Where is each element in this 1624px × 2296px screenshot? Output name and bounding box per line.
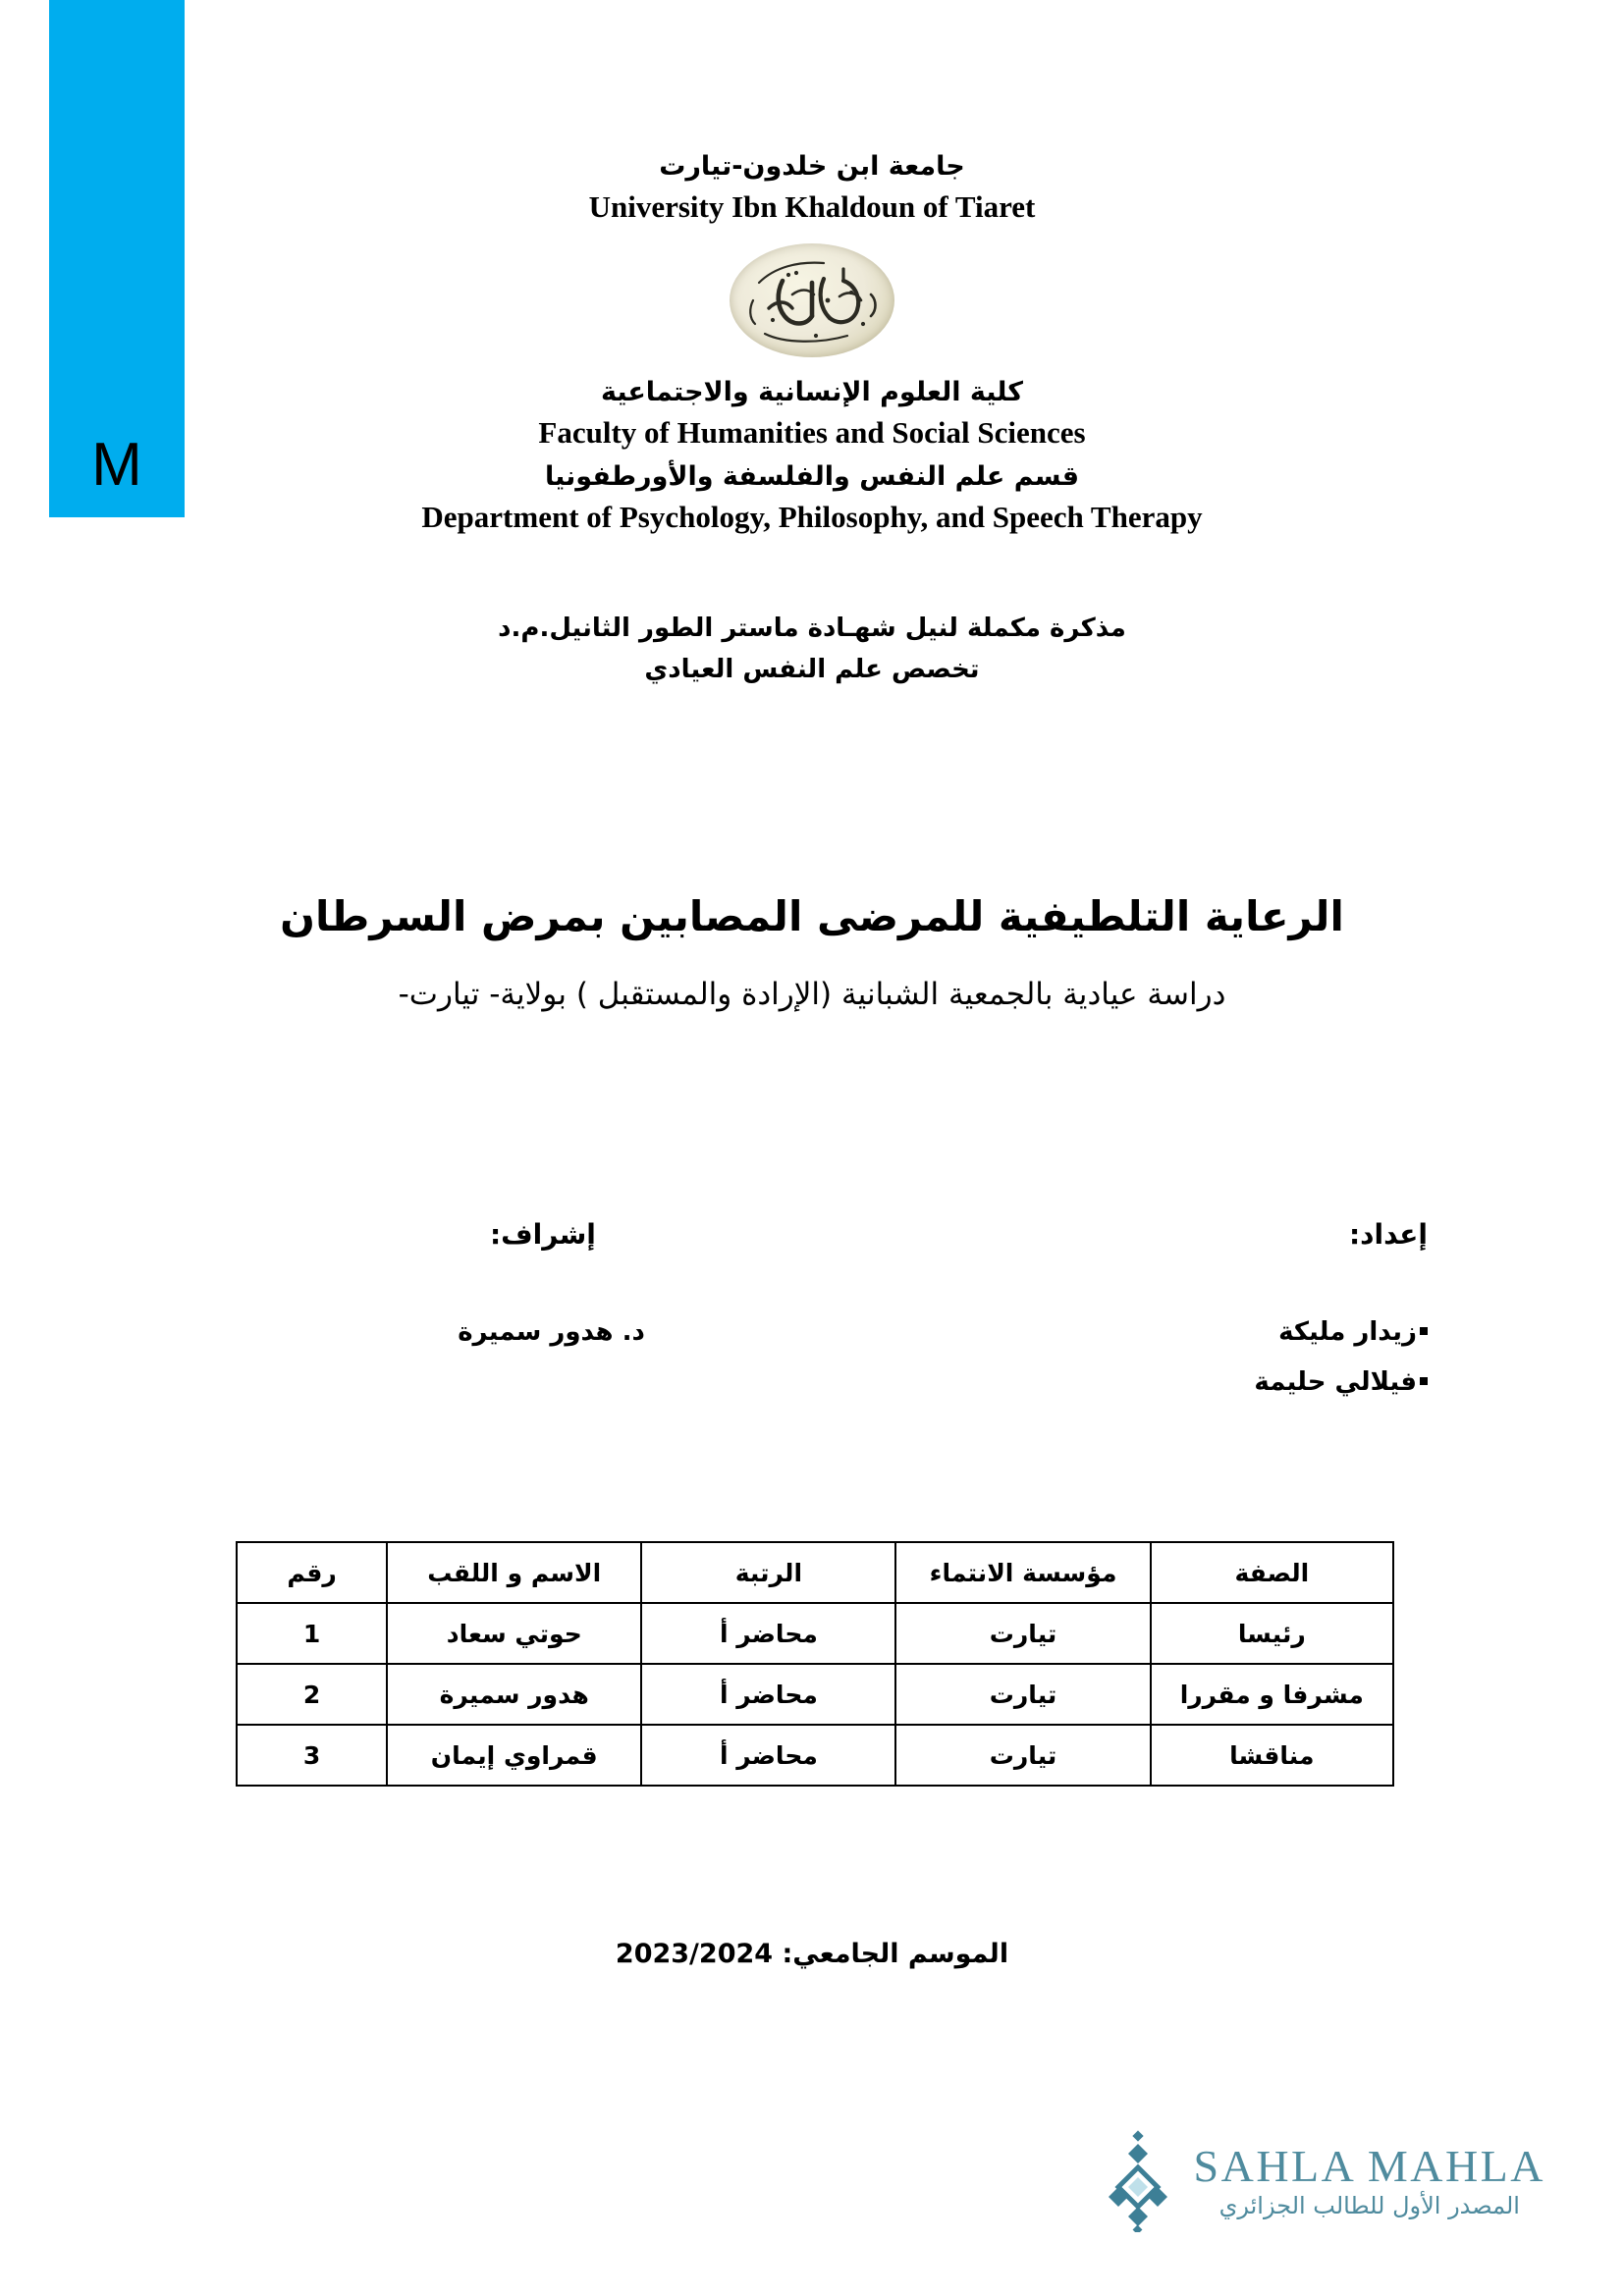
cell-name: حوتي سعاد — [387, 1603, 641, 1664]
cell-num: 1 — [237, 1603, 387, 1664]
degree-line-1: مذكرة مكملة لنيل شهـادة ماستر الطور الثانيل.م.د — [498, 614, 1126, 643]
department-block — [0, 457, 1624, 540]
credits-row — [196, 1217, 1428, 1408]
thesis-subtitle: دراسة عيادية بالجمعية الشبانية (الإرادة والمستقبل ) بولاية- تيارت- — [398, 976, 1226, 1012]
watermark-tagline: المصدر الأول للطالب الجزائري — [1218, 2192, 1520, 2220]
university-name-ar: جامعة ابن خلدون-تيارت — [659, 151, 965, 182]
department-name-ar: قسم علم النفس والفلسفة والأورطفونيا — [544, 461, 1080, 493]
watermark-text — [1193, 2140, 1545, 2220]
supervisor-name: د. هدور سميرة — [458, 1317, 645, 1348]
authors-label: إعداد: — [1348, 1218, 1428, 1251]
side-marker-letter: M — [91, 431, 142, 499]
faculty-name-ar: كلية العلوم الإنسانية والاجتماعية — [600, 377, 1024, 408]
cell-rank: محاضر أ — [641, 1725, 895, 1786]
cell-num: 3 — [237, 1725, 387, 1786]
university-name-en: University Ibn Khaldoun of Tiaret — [588, 189, 1036, 225]
sahla-mahla-watermark — [1096, 2130, 1545, 2232]
column-header-institution: مؤسسة الانتماء — [895, 1542, 1150, 1603]
column-header-rank: الرتبة — [641, 1542, 895, 1603]
author-name: فيلالي حليمة — [1254, 1367, 1417, 1398]
cell-role: مشرفا و مقررا — [1151, 1664, 1393, 1725]
table-row — [237, 1725, 1393, 1786]
sahla-mahla-diamond-icon — [1096, 2130, 1180, 2232]
cell-name: قمراوي إيمان — [387, 1725, 641, 1786]
degree-line-2: تخصص علم النفس العيادي — [644, 654, 980, 684]
cell-name: هدور سميرة — [387, 1664, 641, 1725]
watermark-brand: SAHLA MAHLA — [1193, 2140, 1545, 2191]
cell-institution: تيارت — [895, 1603, 1150, 1664]
column-header-num: رقم — [237, 1542, 387, 1603]
list-item — [196, 1308, 645, 1358]
faculty-block — [0, 373, 1624, 455]
document-header — [0, 147, 1624, 540]
title-block — [0, 888, 1624, 1017]
table-header-row — [237, 1542, 1393, 1603]
jury-table-wrapper — [236, 1541, 1394, 1787]
authors-list — [861, 1308, 1428, 1407]
supervisor-label: إشراف: — [489, 1218, 596, 1251]
column-header-role: الصفة — [1151, 1542, 1393, 1603]
seal-ellipse — [730, 243, 894, 357]
supervisor-column — [196, 1217, 763, 1358]
department-name-en: Department of Psychology, Philosophy, and Speech Therapy — [421, 500, 1203, 535]
cell-role: مناقشا — [1151, 1725, 1393, 1786]
authors-column — [861, 1217, 1428, 1408]
author-name: زيدار مليكة — [1278, 1317, 1417, 1348]
academic-year: الموسم الجامعي: 2023/2024 — [615, 1939, 1009, 1969]
degree-statement — [0, 609, 1624, 690]
cell-num: 2 — [237, 1664, 387, 1725]
jury-table — [236, 1541, 1394, 1787]
list-item — [861, 1358, 1428, 1408]
cell-rank: محاضر أ — [641, 1603, 895, 1664]
supervisor-list — [196, 1308, 763, 1358]
thesis-title: الرعاية التلطيفية للمرضى المصابين بمرض السرطان — [280, 892, 1344, 940]
bullet-square-icon — [1420, 1327, 1428, 1335]
table-row — [237, 1603, 1393, 1664]
credits-section — [196, 1217, 1428, 1408]
table-row — [237, 1664, 1393, 1725]
column-header-name: الاسم و اللقب — [387, 1542, 641, 1603]
university-seal-icon — [730, 243, 894, 357]
cell-institution: تيارت — [895, 1664, 1150, 1725]
cell-rank: محاضر أ — [641, 1664, 895, 1725]
faculty-name-en: Faculty of Humanities and Social Sciences — [538, 415, 1086, 451]
bullet-square-icon — [1420, 1377, 1428, 1385]
cell-institution: تيارت — [895, 1725, 1150, 1786]
list-item — [861, 1308, 1428, 1358]
cell-role: رئيسا — [1151, 1603, 1393, 1664]
